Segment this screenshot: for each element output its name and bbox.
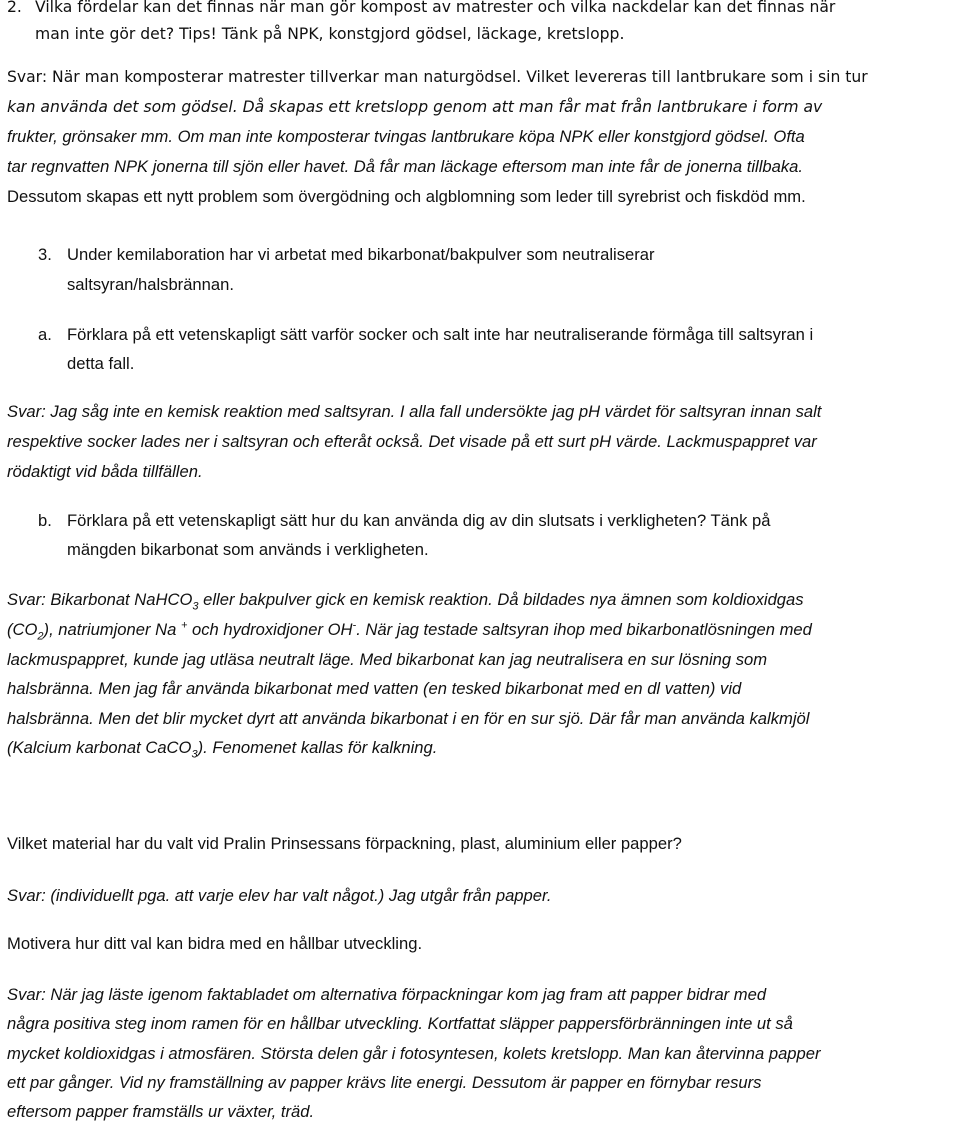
- answer-2-line-4: tar regnvatten NPK jonerna till sjön eller havet. Då får man läckage eftersom man inte får de jonerna tillbaka.: [7, 157, 803, 176]
- question-3b-cont: mängden bikarbonat som används i verkligheten.: [67, 540, 429, 559]
- answer-3b-line-4: halsbränna. Men jag får använda bikarbonat med vatten (en tesked bikarbonat med en dl vatten) vid: [7, 679, 742, 698]
- question-3b: [38, 510, 771, 532]
- answer-text: och hydroxidjoner OH: [187, 620, 353, 639]
- question-3a: [38, 324, 813, 346]
- motivate-answer-line-5: eftersom papper framställs ur växter, träd.: [7, 1102, 315, 1121]
- superscript: +: [180, 619, 188, 632]
- answer-text: Svar: Bikarbonat NaHCO: [7, 590, 193, 609]
- answer-3b-line-2: [7, 619, 812, 641]
- question-2-cont: man inte gör det? Tips! Tänk på NPK, konstgjord gödsel, läckage, kretslopp.: [35, 25, 625, 43]
- answer-text: ). Fenomenet kallas för kalkning.: [197, 738, 438, 757]
- answer-text: . När jag testade saltsyran ihop med bikarbonatlösningen med: [356, 620, 812, 639]
- answer-3b-line-6: [7, 737, 437, 759]
- material-question: Vilket material har du valt vid Pralin Prinsessans förpackning, plast, aluminium eller papper?: [7, 834, 682, 853]
- question-label: a.: [38, 325, 52, 344]
- answer-2-line-1: Svar: När man komposterar matrester tillverkar man naturgödsel. Vilket levereras till lantbrukare som i sin tur: [7, 68, 868, 86]
- answer-text: eller bakpulver gick en kemisk reaktion. Då bildades nya ämnen som koldioxidgas: [198, 590, 804, 609]
- answer-3b-line-5: halsbränna. Men det blir mycket dyrt att använda bikarbonat i en för en sur sjö. Där får man använda kalkmjöl: [7, 709, 810, 728]
- answer-2-line-3: frukter, grönsaker mm. Om man inte komposterar tvingas lantbrukare köpa NPK eller konstgjord gödsel. Ofta: [7, 127, 805, 146]
- question-number: 3.: [38, 245, 52, 264]
- subscript: 3: [192, 600, 199, 613]
- answer-3a-line-1: Svar: Jag såg inte en kemisk reaktion med saltsyran. I alla fall undersökte jag pH värdet för saltsyran innan salt: [7, 402, 822, 421]
- question-text: Vilka fördelar kan det finnas när man gör kompost av matrester och vilka nackdelar kan det finnas när: [35, 0, 836, 16]
- answer-3a-line-3: rödaktigt vid båda tillfällen.: [7, 462, 203, 481]
- answer-text: (Kalcium karbonat CaCO: [7, 738, 192, 757]
- subscript: 2: [37, 630, 44, 643]
- question-3: [38, 244, 655, 266]
- motivate-answer-line-4: ett par gånger. Vid ny framställning av papper krävs lite energi. Dessutom är papper en förnybar resurs: [7, 1073, 762, 1092]
- answer-2-line-5: Dessutom skapas ett nytt problem som övergödning och algblomning som leder till syrebrist och fiskdöd mm.: [7, 187, 806, 206]
- question-text: Förklara på ett vetenskapligt sätt hur du kan använda dig av din slutsats i verkligheten? Tänk på: [67, 511, 771, 530]
- answer-text: ), natriumjoner Na: [43, 620, 181, 639]
- answer-3a-line-2: respektive socker lades ner i saltsyran och efteråt också. Det visade på ett surt pH värde. Lackmuspappret var: [7, 432, 817, 451]
- material-answer: Svar: (individuellt pga. att varje elev har valt något.) Jag utgår från papper.: [7, 886, 552, 905]
- motivate-answer-line-3: mycket koldioxidgas i atmosfären. Största delen går i fotosyntesen, kolets kretslopp. Man kan återvinna papper: [7, 1044, 821, 1063]
- motivate-answer-line-2: några positiva steg inom ramen för en hållbar utveckling. Kortfattat släpper pappersförbränningen inte ut så: [7, 1014, 793, 1033]
- answer-3b-line-3: lackmuspappret, kunde jag utläsa neutralt läge. Med bikarbonat kan jag neutralisera en sur lösning som: [7, 650, 768, 669]
- question-3-cont: saltsyran/halsbrännan.: [67, 275, 234, 294]
- motivate-question: Motivera hur ditt val kan bidra med en hållbar utveckling.: [7, 934, 423, 953]
- subscript: 3: [191, 748, 198, 761]
- superscript: -: [352, 619, 357, 632]
- question-label: b.: [38, 511, 52, 530]
- answer-text: (CO: [7, 620, 38, 639]
- answer-3b-line-1: [7, 589, 804, 611]
- question-text: Förklara på ett vetenskapligt sätt varför socker och salt inte har neutraliserande förmåga till saltsyran i: [67, 325, 814, 344]
- motivate-answer-line-1: Svar: När jag läste igenom faktabladet om alternativa förpackningar kom jag fram att papper bidrar med: [7, 985, 767, 1004]
- question-text: Under kemilaboration har vi arbetat med bikarbonat/bakpulver som neutraliserar: [67, 245, 655, 264]
- answer-2-line-2: kan använda det som gödsel. Då skapas ett kretslopp genom att man får mat från lantbrukare i form av: [7, 98, 823, 116]
- question-2: [7, 0, 835, 18]
- question-3a-cont: detta fall.: [67, 354, 135, 373]
- question-number: 2.: [7, 0, 22, 16]
